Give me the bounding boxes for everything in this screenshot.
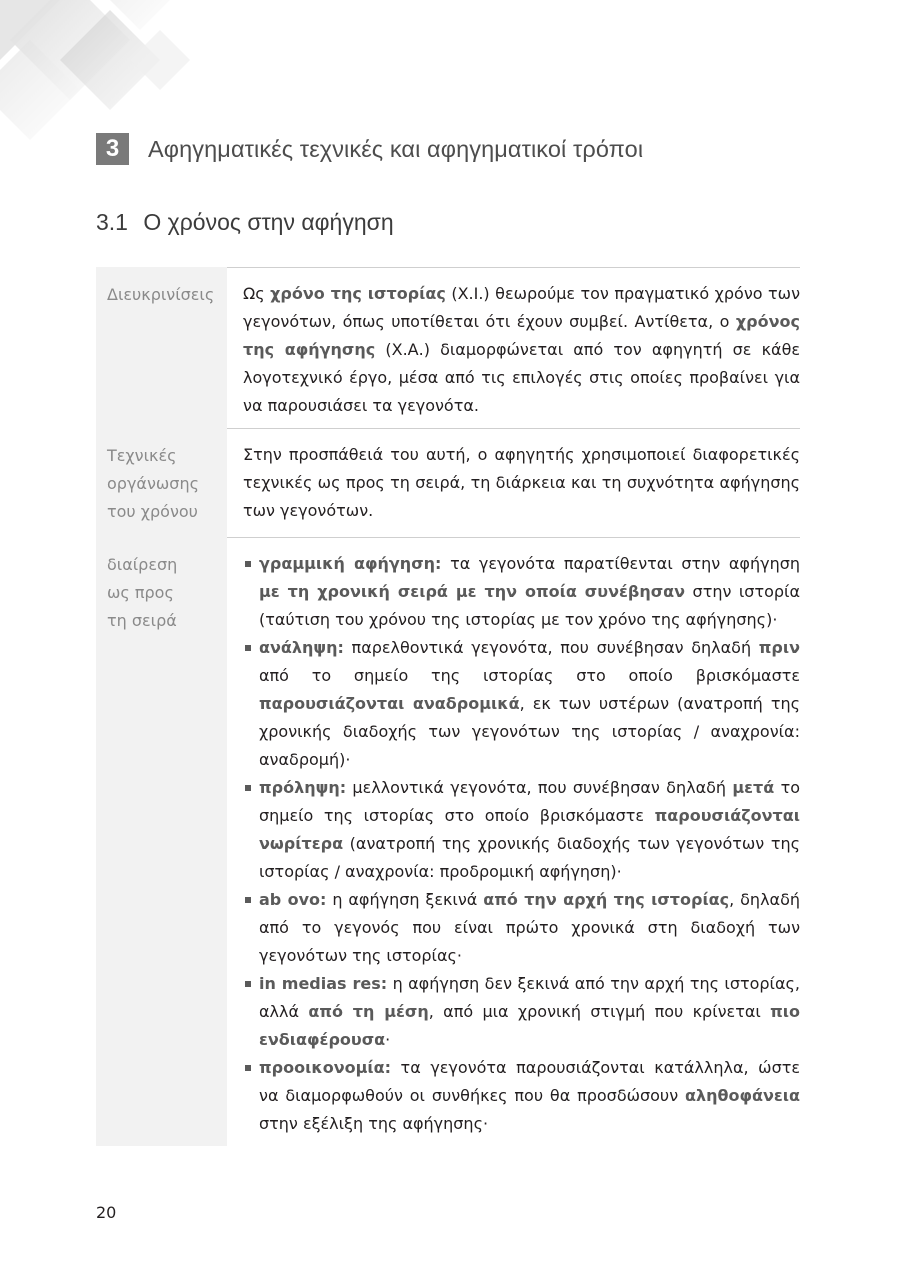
list-item: γραμμική αφήγηση: τα γεγονότα παρατίθενται στην αφήγηση με τη χρονική σειρά με την οποία συνέβησαν στην ιστορία (ταύτιση του χρόνου της ιστορίας με τον χρόνο της αφήγησης)· bbox=[243, 550, 800, 634]
content-table bbox=[96, 267, 800, 1146]
page-number: 20 bbox=[96, 1203, 117, 1222]
chapter-number-badge: 3 bbox=[96, 133, 129, 165]
list-item: ab ovo: η αφήγηση ξεκινά από την αρχή της ιστορίας, δηλαδή από το γεγονός που είναι πρώτο χρονικά στη διαδοχή των γεγονότων της ιστορίας· bbox=[243, 886, 800, 970]
row-label: Τεχνικές οργάνωσης του χρόνου bbox=[96, 428, 227, 537]
list-item: προοικονομία: τα γεγονότα παρουσιάζονται κατάλληλα, ώστε να διαμορφωθούν οι συνθήκες που θα προσδώσουν αληθοφάνεια στην εξέλιξη της αφήγησης· bbox=[243, 1054, 800, 1138]
table-row-techniques bbox=[96, 428, 800, 537]
chapter-heading bbox=[96, 133, 643, 165]
row-content: Στην προσπάθειά του αυτή, ο αφηγητής χρησιμοποιεί διαφορετικές τεχνικές ως προς τη σειρά, τη διάρκεια και τη συχνότητα αφήγησης των γεγονότων. bbox=[227, 428, 800, 537]
bullet-list bbox=[243, 550, 800, 1138]
row-label: διαίρεση ως προς τη σειρά bbox=[96, 537, 227, 1146]
table-row-order bbox=[96, 537, 800, 1146]
section-heading bbox=[96, 209, 394, 236]
row-content: Ως χρόνο της ιστορίας (Χ.Ι.) θεωρούμε τον πραγματικό χρόνο των γεγονότων, όπως υποτίθεται ότι έχουν συμβεί. Αντίθετα, ο χρόνος της αφήγησης (Χ.Α.) διαμορφώνεται από τον αφηγητή σε κάθε λογοτεχνικό έργο, μέσα από τις επιλογές στις οποίες προβαίνει για να παρουσιάσει τα γεγονότα. bbox=[227, 267, 800, 428]
list-item: πρόληψη: μελλοντικά γεγονότα, που συνέβησαν δηλαδή μετά το σημείο της ιστορίας στο οποίο βρισκόμαστε παρουσιάζονται νωρίτερα (ανατροπή της χρονικής διαδοχής των γεγονότων της ιστορίας / αναχρονία: προδρομική αφήγηση)· bbox=[243, 774, 800, 886]
list-item: ανάληψη: παρελθοντικά γεγονότα, που συνέβησαν δηλαδή πριν από το σημείο της ιστορίας στο οποίο βρισκόμαστε παρουσιάζονται αναδρομικά, εκ των υστέρων (ανατροπή της χρονικής διαδοχής των γεγονότων της ιστορίας / αναχρονία: αναδρομή)· bbox=[243, 634, 800, 774]
row-label: Διευκρινίσεις bbox=[96, 267, 227, 428]
row-content bbox=[227, 537, 800, 1146]
section-number: 3.1 bbox=[96, 209, 128, 235]
table-row-clarifications bbox=[96, 267, 800, 428]
chapter-title: Αφηγηματικές τεχνικές και αφηγηματικοί τρόποι bbox=[148, 135, 644, 162]
list-item: in medias res: η αφήγηση δεν ξεκινά από την αρχή της ιστορίας, αλλά από τη μέση, από μια χρονική στιγμή που κρίνεται πιο ενδιαφέρουσα· bbox=[243, 970, 800, 1054]
section-title: Ο χρόνος στην αφήγηση bbox=[143, 209, 394, 235]
